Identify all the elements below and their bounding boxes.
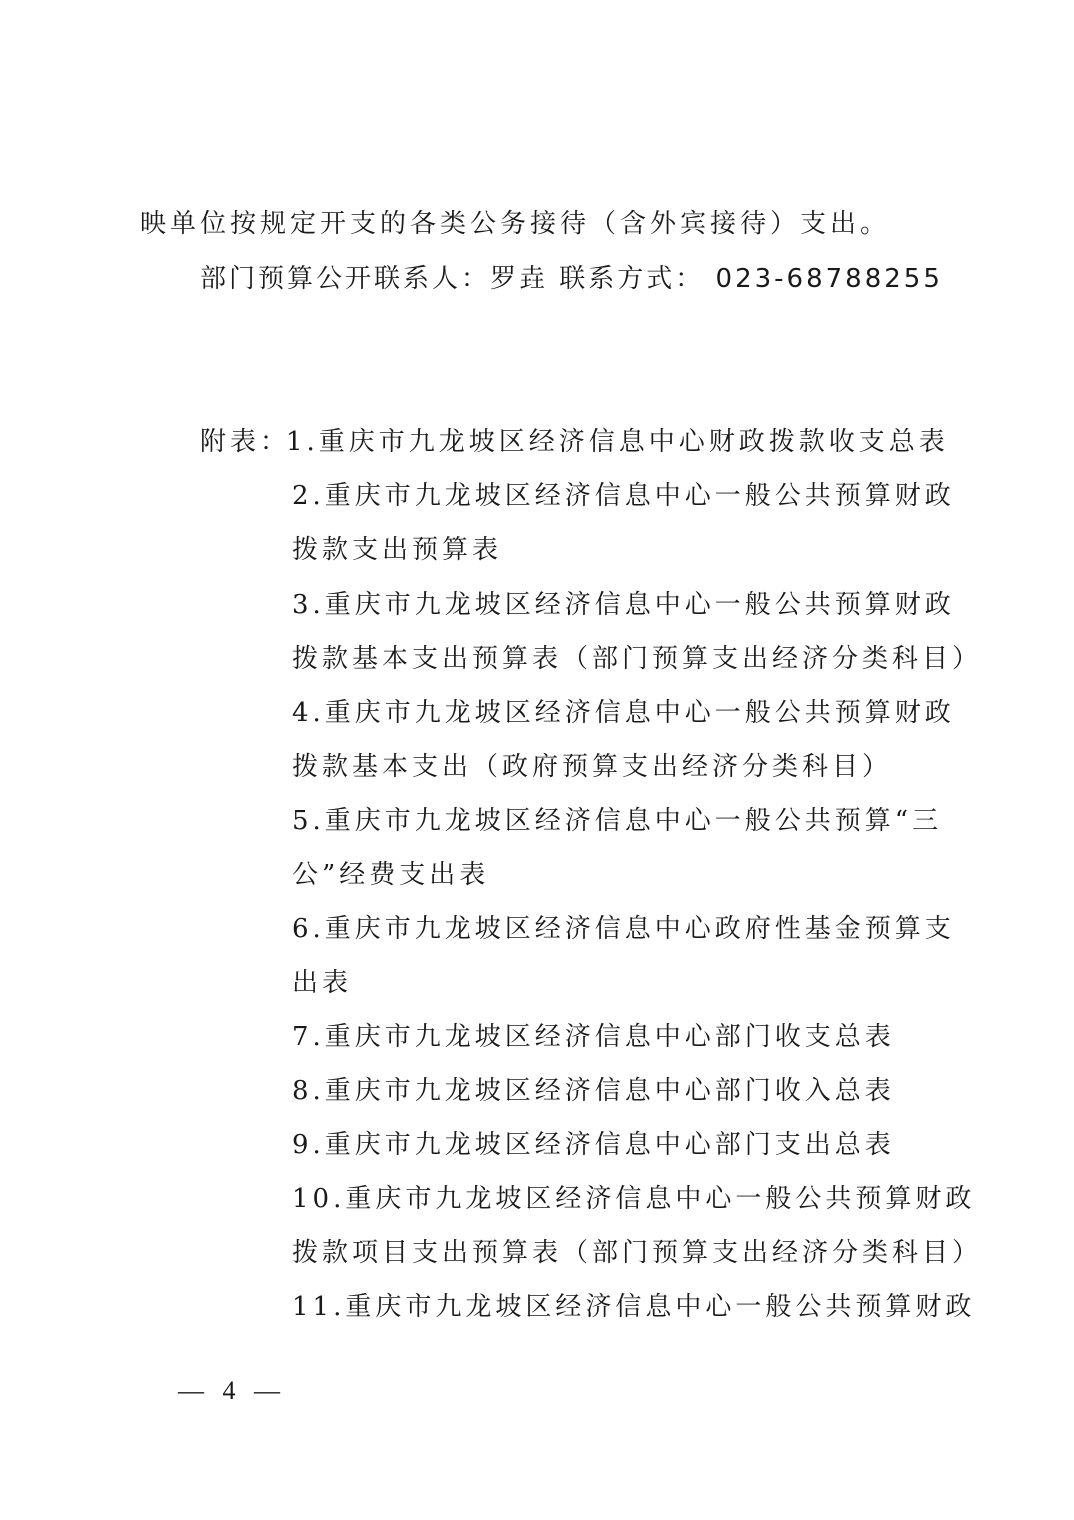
attachment-item-5: 5.重庆市九龙坡区经济信息中心一般公共预算“三 xyxy=(292,806,943,836)
attachment-item-9: 9.重庆市九龙坡区经济信息中心部门支出总表 xyxy=(292,1130,895,1160)
attachment-item-11: 11.重庆市九龙坡区经济信息中心一般公共预算财政 xyxy=(292,1292,976,1322)
attachment-item-2: 2.重庆市九龙坡区经济信息中心一般公共预算财政 xyxy=(292,481,955,511)
page-number: — 4 — xyxy=(178,1376,286,1405)
attachment-item-3-cont: 拨款基本支出预算表（部门预算支出经济分类科目） xyxy=(292,644,983,674)
attachment-item-7: 7.重庆市九龙坡区经济信息中心部门收支总表 xyxy=(292,1022,895,1052)
attachment-item-5-cont: 公”经费支出表 xyxy=(292,860,490,890)
attachment-item-4: 4.重庆市九龙坡区经济信息中心一般公共预算财政 xyxy=(292,698,955,728)
attachment-item-3: 3.重庆市九龙坡区经济信息中心一般公共预算财政 xyxy=(292,590,955,620)
attachment-item-8: 8.重庆市九龙坡区经济信息中心部门收入总表 xyxy=(292,1076,895,1106)
attachments-label: 附表： xyxy=(200,427,291,457)
attachment-item-6: 6.重庆市九龙坡区经济信息中心政府性基金预算支 xyxy=(292,914,955,944)
attachment-item-10: 10.重庆市九龙坡区经济信息中心一般公共预算财政 xyxy=(292,1184,976,1214)
attachment-item-1: 1.重庆市九龙坡区经济信息中心财政拨款收支总表 xyxy=(286,427,949,457)
attachment-item-10-cont: 拨款项目支出预算表（部门预算支出经济分类科目） xyxy=(292,1238,983,1268)
paragraph-continuation: 映单位按规定开支的各类公务接待（含外宾接待）支出。 xyxy=(140,209,891,239)
attachment-item-6-cont: 出表 xyxy=(292,968,353,998)
attachment-item-2-cont: 拨款支出预算表 xyxy=(292,535,503,565)
contact-line: 部门预算公开联系人：罗垚 联系方式： 023-68788255 xyxy=(200,264,943,294)
attachment-item-4-cont: 拨款基本支出（政府预算支出经济分类科目） xyxy=(292,752,893,782)
